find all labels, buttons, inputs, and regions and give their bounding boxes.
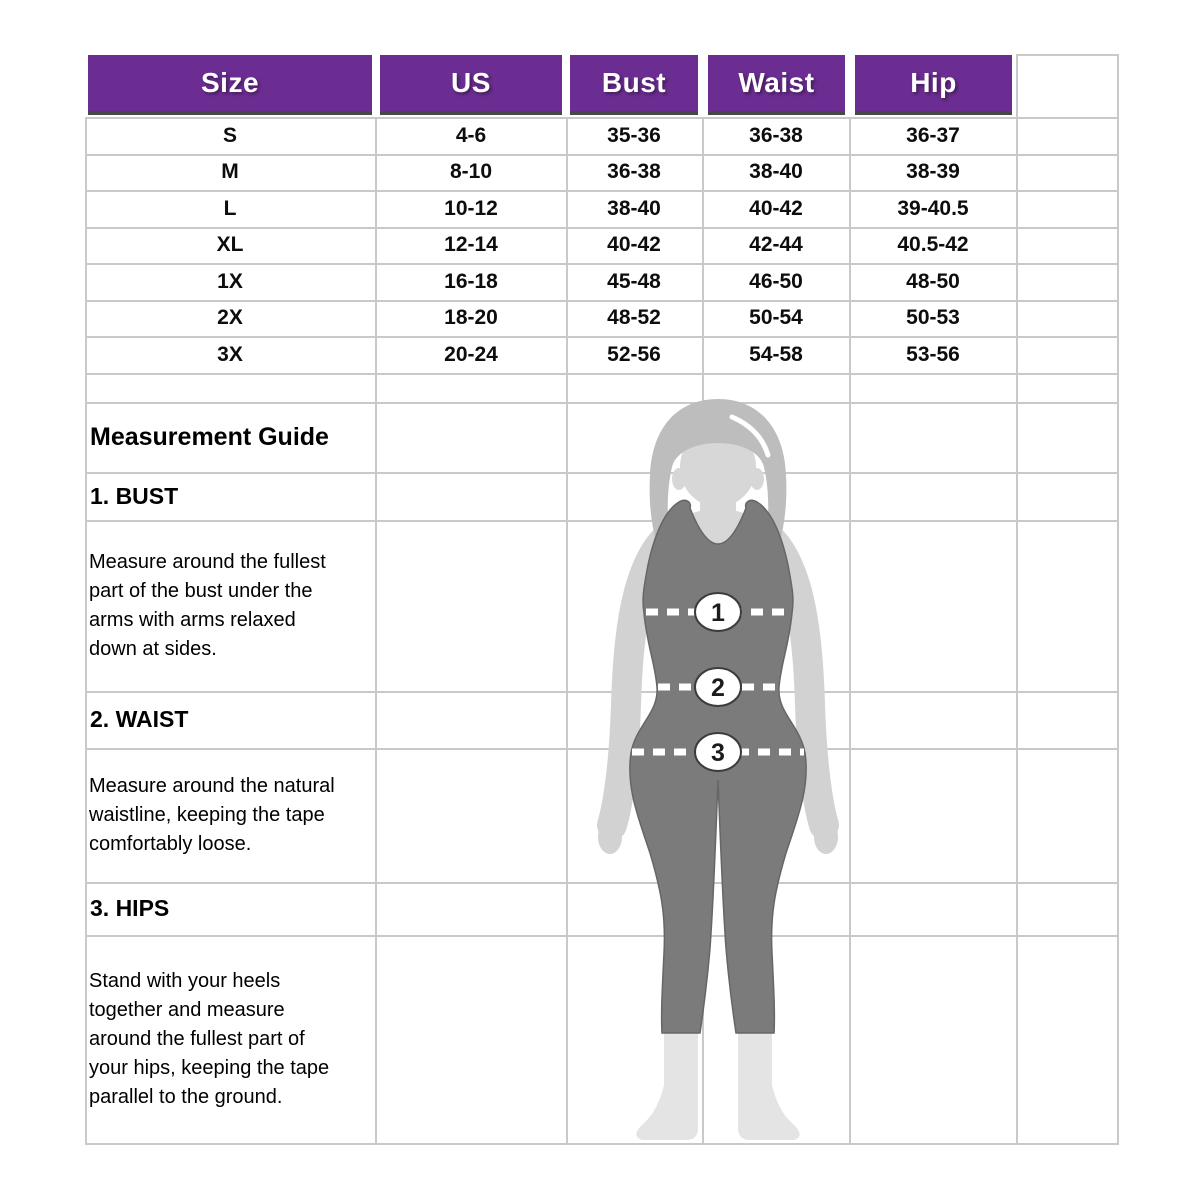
grid-line [85,117,1119,119]
cell-waist: 36-38 [749,124,803,147]
grid-line [85,227,1119,229]
hip-marker-number: 3 [711,739,725,767]
cell-hip: 36-37 [906,124,960,147]
grid-line [85,154,1119,156]
cell-us: 8-10 [449,160,493,183]
left-foot [636,1025,698,1140]
cell-waist: 38-40 [749,160,803,183]
cell-bust: 48-52 [607,306,661,329]
guide-text-waist: Measure around the natural waistline, keeping the tape comfortably loose. [89,774,335,855]
cell-waist: 50-54 [749,306,803,329]
cell-hip: 53-56 [906,343,960,366]
header-cell-size [88,55,372,115]
cell-size: L [223,197,237,220]
guide-heading-bust: 1. BUST [90,482,179,509]
cell-hip: 39-40.5 [897,197,969,220]
cell-waist: 46-50 [749,270,803,293]
cell-waist: 54-58 [749,343,803,366]
cell-bust: 52-56 [607,343,661,366]
guide-heading-waist: 2. WAIST [90,706,189,732]
cell-waist: 40-42 [749,197,803,220]
cell-bust: 38-40 [607,197,661,220]
left-ear [672,468,686,490]
left-hand [598,820,622,854]
guide-text-hips: Stand with your heels together and measure around the fullest part of your hips, keeping the tape parallel to the ground. [89,969,330,1108]
cell-size: 2X [217,306,243,329]
header-cell-us [380,55,562,115]
cell-hip: 38-39 [906,160,960,183]
grid-line [85,263,1119,265]
grid-line [1016,54,1018,1145]
cell-bust: 45-48 [607,270,661,293]
header-label: US [451,67,491,98]
grid-line [85,336,1119,338]
cell-us: 20-24 [444,343,498,366]
guide-title: Measurement Guide [90,422,329,451]
grid-line [1016,54,1119,56]
cell-size: XL [216,233,244,256]
waist-marker-number: 2 [711,674,725,702]
cell-us: 16-18 [444,270,498,293]
header-label: Hip [910,67,957,98]
cell-us: 4-6 [455,124,487,147]
bust-marker-number: 1 [711,599,725,627]
cell-us: 10-12 [444,197,498,220]
grid-line [1117,54,1119,1145]
cell-us: 12-14 [444,233,498,256]
grid-line [85,373,1119,375]
header-cell-bust [570,55,698,115]
cell-waist: 42-44 [749,233,803,256]
guide-heading-hips: 3. HIPS [90,895,170,921]
right-ear [750,468,764,490]
cell-bust: 36-38 [607,160,661,183]
grid-line [85,300,1119,302]
header-cell-waist [708,55,845,115]
cell-size: 3X [217,343,243,366]
header-cell-hip [855,55,1012,115]
header-label: Bust [601,67,667,98]
right-hand [814,820,838,854]
right-foot [738,1025,800,1140]
grid-line [85,117,87,1145]
cell-size: M [221,160,239,183]
guide-text-bust: Measure around the fullest part of the bust under the arms with arms relaxed down at sides. [89,550,326,660]
cell-hip: 48-50 [906,270,960,293]
header-label: Waist [738,67,815,98]
cell-bust: 40-42 [607,233,661,256]
cell-hip: 40.5-42 [897,233,969,256]
cell-bust: 35-36 [607,124,661,147]
cell-hip: 50-53 [906,306,960,329]
grid-line [375,117,377,1145]
cell-us: 18-20 [444,306,498,329]
body-figure [560,395,900,1150]
cell-size: 1X [217,270,243,293]
grid-line [85,190,1119,192]
cell-size: S [222,124,238,147]
header-label: Size [200,67,260,98]
